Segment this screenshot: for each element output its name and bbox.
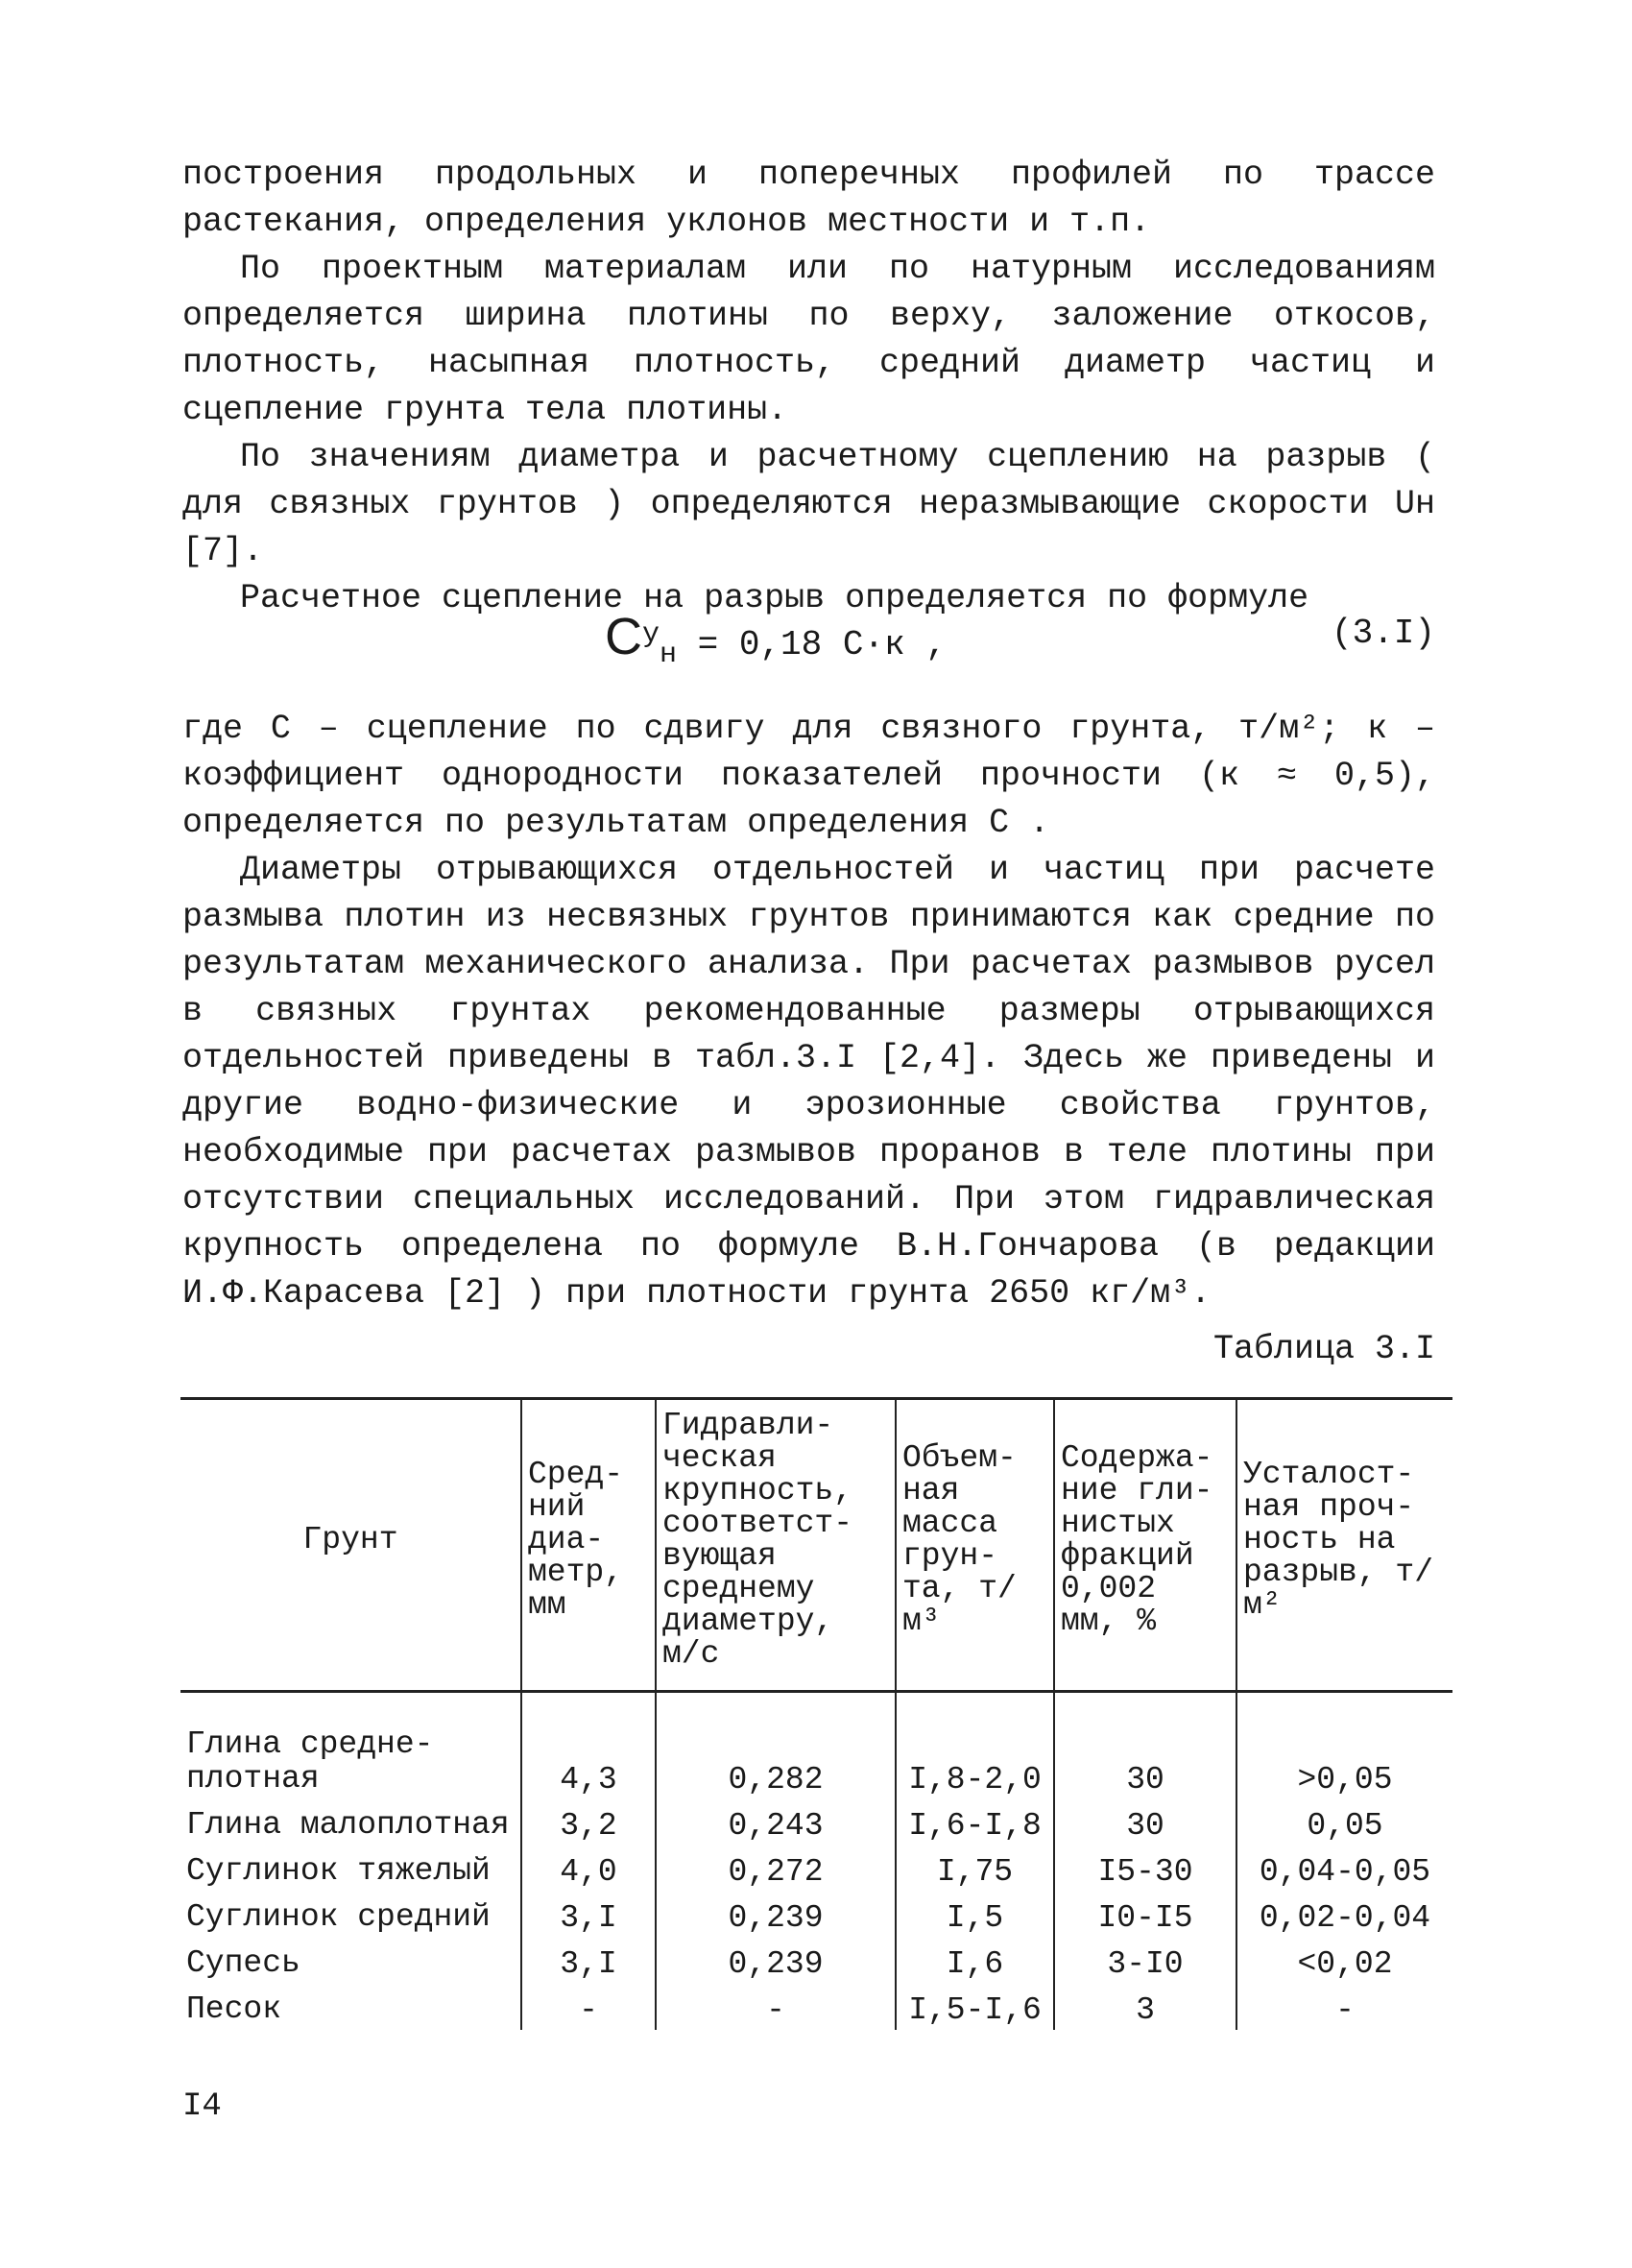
cell-hydraulic-size: 0,272 [656,1846,896,1892]
cell-soil: Суглинок средний [186,1899,491,1935]
cell-hydraulic-size: 0,239 [656,1938,896,1984]
table-row [180,1892,1452,1938]
formula-rhs: = 0,18 C·к , [697,625,947,664]
table-row [180,1799,1452,1846]
paragraph-2: По проектным материалам или по натурным исследованиям определяется ширина плотины по верху, заложение откосов, плотность, насыпная плотность, средний диаметр частиц и сцепление грунта тела плотины. [182,250,1435,429]
cell-hydraulic-size: 0,243 [656,1799,896,1846]
paragraph-4: Расчетное сцепление на разрыв определяется по формуле [240,579,1309,617]
formula-3-1 [182,600,1435,677]
cell-strength: 0,05 [1236,1799,1452,1846]
cell-diameter: 3,2 [521,1799,656,1846]
cell-strength: 0,02-0,04 [1236,1892,1452,1938]
cell-strength: <0,02 [1236,1938,1452,1984]
paragraph-6: Диаметры отрывающихся отдельностей и частиц при расчете размыва плотин из несвязных грунтов принимаются как средние по результатам механического анализа. При расчетах размывов русел в связных грунтах рекомендованные размеры отрывающихся отдельностей приведены в табл.3.I [2,4]. Здесь же приведены и другие водно-физические и эрозионные свойства грунтов, необходимые при расчетах размывов прoранов в теле плотины при отсутствии специальных исследований. При этом гидравлическая крупность определена по формуле В.Н.Гончарова (в редакции И.Ф.Карасева [2] ) при плотности грунта 2650 кг/м³. [182,851,1435,1313]
cell-clay-content: I0-I5 [1054,1892,1236,1938]
cell-density: I,5-I,6 [896,1984,1054,2030]
soil-properties-table [180,1397,1452,2030]
cell-strength: >0,05 [1236,1692,1452,1800]
table-row [180,1846,1452,1892]
cell-clay-content: 30 [1054,1799,1236,1846]
table-row [180,1984,1452,2030]
cell-clay-content: I5-30 [1054,1846,1236,1892]
cell-soil: Глина малоплотная [186,1807,510,1843]
paragraph-3: По значениям диаметра и расчетному сцеплению на разрыв ( для связных грунтов ) определяются неразмывающие скорости Uн [7]. [182,438,1435,570]
cell-soil: Песок [186,1991,282,2027]
cell-diameter: 3,I [521,1938,656,1984]
text-block-bottom [182,706,1435,1317]
cell-soil: Суглинок тяжелый [186,1853,491,1889]
header-mean-diameter: Сред-ний диа-метр, мм [521,1399,656,1692]
formula-lhs-sub: н [660,639,678,672]
table-header-row [180,1399,1452,1692]
cell-diameter: 4,0 [521,1846,656,1892]
header-clay-content: Содержа-ние гли-нистых фракций 0,002 мм, % [1054,1399,1236,1692]
cell-density: I,6 [896,1938,1054,1984]
header-bulk-density: Объем-ная масса грун-та, т/м³ [896,1399,1054,1692]
header-fatigue-strength: Усталост-ная проч-ность на разрыв, т/м² [1236,1399,1452,1692]
cell-clay-content: 30 [1054,1692,1236,1800]
cell-strength: - [1236,1984,1452,2030]
formula-number: (3.I) [1331,614,1435,653]
formula-lhs-symbol: C [605,608,642,665]
header-hydraulic-size: Гидравли-ческая крупность, соответст-вующая среднему диаметру, м/с [656,1399,896,1692]
cell-diameter: - [521,1984,656,2030]
cell-density: I,8-2,0 [896,1692,1054,1800]
cell-clay-content: 3-I0 [1054,1938,1236,1984]
cell-density: I,75 [896,1846,1054,1892]
cell-hydraulic-size: 0,282 [656,1692,896,1800]
cell-strength: 0,04-0,05 [1236,1846,1452,1892]
formula-lhs-sup: у [642,618,660,651]
table-caption: Таблица 3.I [1212,1330,1435,1368]
paragraph-1: построения продольных и поперечных профилей по трассе растекания, определения уклонов местности и т.п. [182,156,1435,241]
header-soil: Грунт [180,1399,521,1692]
page-number: I4 [182,2088,222,2125]
cell-hydraulic-size: - [656,1984,896,2030]
cell-diameter: 4,3 [521,1692,656,1800]
table-row [180,1692,1452,1800]
cell-density: I,5 [896,1892,1054,1938]
cell-density: I,6-I,8 [896,1799,1054,1846]
text-block-top [182,152,1435,622]
cell-hydraulic-size: 0,239 [656,1892,896,1938]
cell-clay-content: 3 [1054,1984,1236,2030]
formula-body [605,608,947,671]
cell-diameter: 3,I [521,1892,656,1938]
paragraph-5: где С – сцепление по сдвигу для связного грунта, т/м²; к – коэффициент однородности показателей прочности (к ≈ 0,5), определяется по результатам определения С . [182,710,1435,842]
table-row [180,1938,1452,1984]
cell-soil: Глина средне-плотная [186,1726,434,1797]
cell-soil: Супесь [186,1945,300,1981]
